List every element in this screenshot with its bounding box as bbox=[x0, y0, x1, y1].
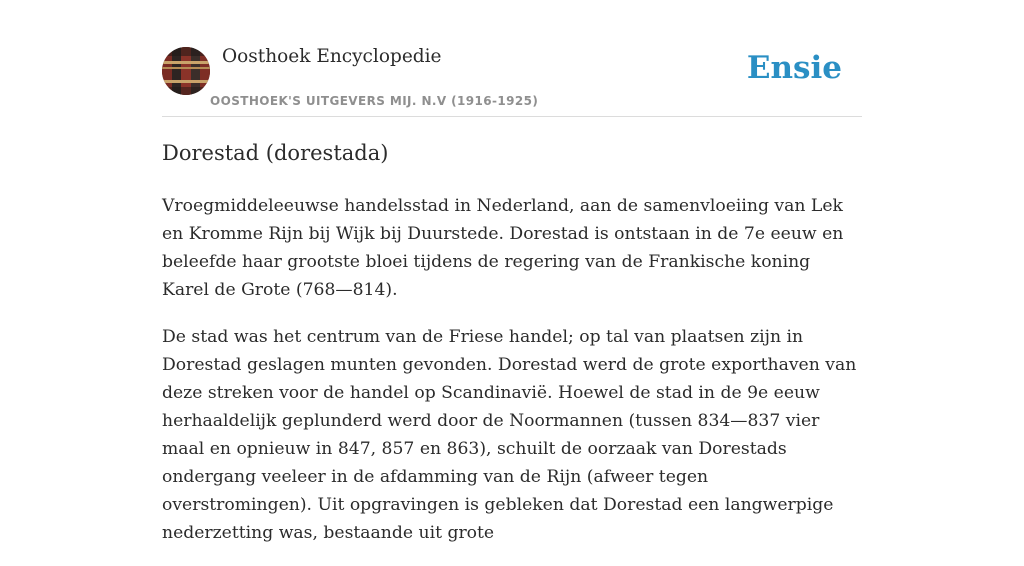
article-body bbox=[162, 192, 862, 566]
site-header bbox=[162, 0, 862, 117]
site-subtitle: OOSTHOEK'S UITGEVERS MIJ. N.V (1916-1925) bbox=[210, 94, 539, 108]
entry-title: Dorestad (dorestada) bbox=[162, 141, 389, 165]
site-title[interactable]: Oosthoek Encyclopedie bbox=[222, 46, 442, 67]
article-paragraph: De stad was het centrum van de Friese handel; op tal van plaatsen zijn in Dorestad geslagen munten gevonden. Dorestad werd de grote exporthaven van deze streken voor de handel op Scandinavië. Hoewel de stad in de 9e eeuw herhaaldelijk geplunderd werd door de Noormannen (tussen 834—837 vier maal en opnieuw in 847, 857 en 863), schuilt de oorzaak van Dorestads ondergang veeleer in de afdamming van de Rijn (afweer tegen overstromingen). Uit opgravingen is gebleken dat Dorestad een langwerpige nederzetting was, bestaande uit grote bbox=[162, 327, 857, 543]
article-paragraph: Vroegmiddeleeuwse handelsstad in Nederland, aan de samenvloeiing van Lek en Kromme Rijn bij Wijk bij Duurstede. Dorestad is ontstaan in de 7e eeuw en beleefde haar grootste bloei tijdens de regering van de Frankische koning Karel de Grote (768—814). bbox=[162, 196, 844, 300]
book-spines-icon bbox=[162, 47, 210, 95]
page bbox=[162, 0, 862, 543]
site-avatar[interactable] bbox=[162, 47, 210, 95]
brand-logo[interactable]: Ensie bbox=[746, 50, 842, 86]
